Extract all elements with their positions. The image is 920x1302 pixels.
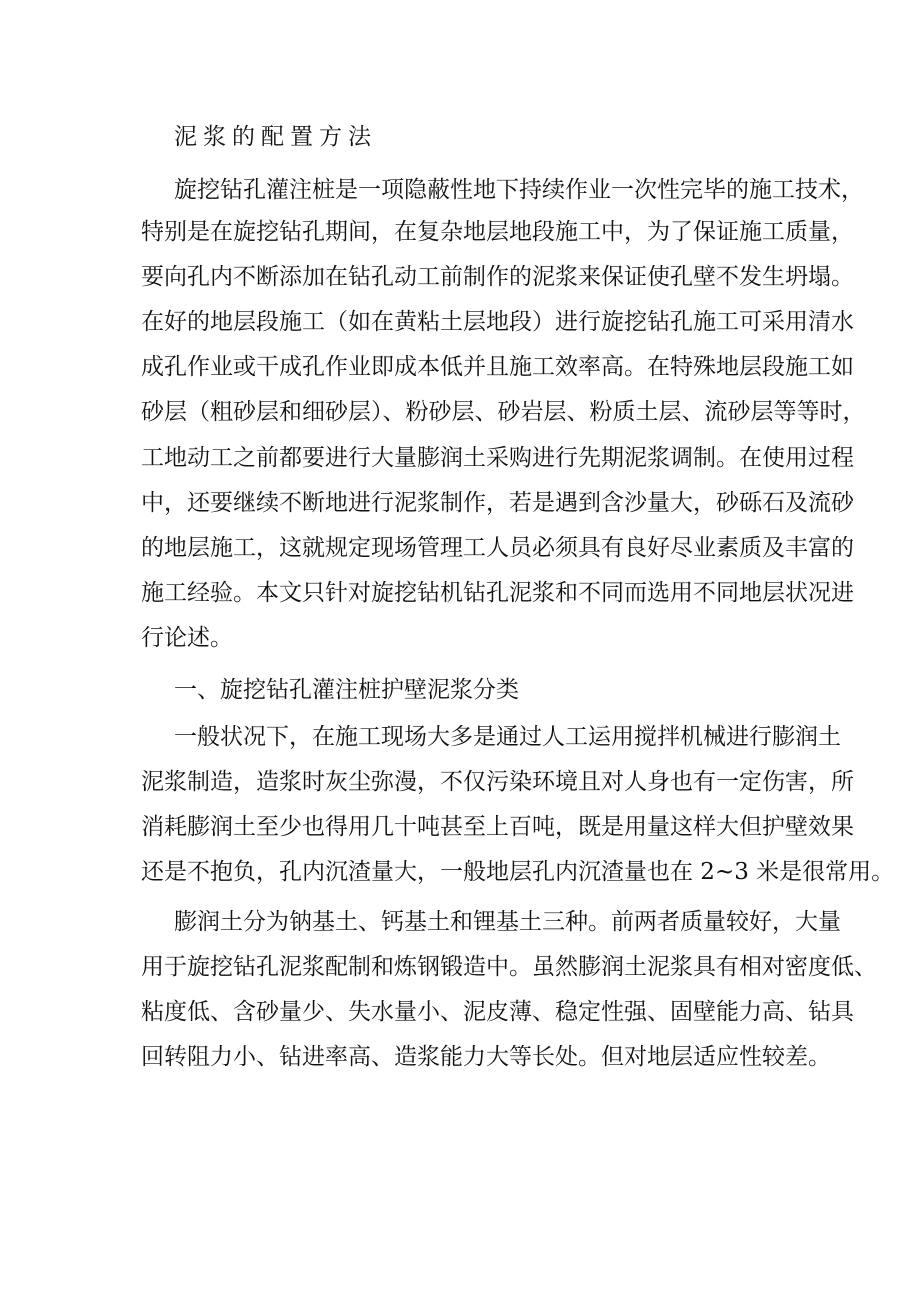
paragraph-line: 施工经验。本文只针对旋挖钻机钻孔泥浆和不同而选用不同地层状况进 <box>141 580 854 606</box>
paragraph-line: 用于旋挖钻孔泥浆配制和炼钢锻造中。虽然膨润土泥浆具有相对密度低、 <box>141 954 877 980</box>
paragraph-line: 要向孔内不断添加在钻孔动工前制作的泥浆来保证使孔壁不发生坍塌。 <box>141 264 854 290</box>
paragraph-line: 一般状况下，在施工现场大多是通过人工运用搅拌机械进行膨润土 <box>174 724 841 750</box>
document-title: 泥浆的配置方法 <box>174 124 377 150</box>
paragraph-line: 特别是在旋挖钻孔期间，在复杂地层地段施工中，为了保证施工质量， <box>141 219 854 245</box>
paragraph-line: 在好的地层段施工（如在黄粘土层地段）进行旋挖钻孔施工可采用清水 <box>141 309 854 335</box>
paragraph-line: 回转阻力小、钻进率高、造浆能力大等长处。但对地层适应性较差。 <box>141 1044 831 1070</box>
paragraph-line: 旋挖钻孔灌注桩是一项隐蔽性地下持续作业一次性完毕的施工技术， <box>174 177 864 203</box>
paragraph-line: 砂层（粗砂层和细砂层）、粉砂层、砂岩层、粉质土层、流砂层等等时， <box>141 399 866 425</box>
paragraph-line: 膨润土分为钠基土、钙基土和锂基土三种。前两者质量较好，大量 <box>174 909 841 935</box>
paragraph-line: 泥浆制造，造浆时灰尘弥漫，不仅污染环境且对人身也有一定伤害，所 <box>141 769 854 795</box>
paragraph-line: 成孔作业或干成孔作业即成本低并且施工效率高。在特殊地层段施工如 <box>141 354 854 380</box>
paragraph-line: 行论述。 <box>141 625 233 651</box>
paragraph-line: 消耗膨润土至少也得用几十吨甚至上百吨，既是用量这样大但护壁效果 <box>141 814 854 840</box>
section-heading: 一、旋挖钻孔灌注桩护壁泥浆分类 <box>174 677 519 703</box>
paragraph-line: 粘度低、含砂量少、失水量小、泥皮薄、稳定性强、固壁能力高、钻具 <box>141 999 854 1025</box>
paragraph-line: 工地动工之前都要进行大量膨润土采购进行先期泥浆调制。在使用过程 <box>141 445 854 471</box>
paragraph-line: 中，还要继续不断地进行泥浆制作，若是遇到含沙量大，砂砾石及流砂 <box>141 490 854 516</box>
paragraph-line: 的地层施工，这就规定现场管理工人员必须具有良好尽业素质及丰富的 <box>141 535 854 561</box>
paragraph-line: 还是不抱负，孔内沉渣量大，一般地层孔内沉渣量也在 2~3 米是很常用。 <box>141 859 895 885</box>
